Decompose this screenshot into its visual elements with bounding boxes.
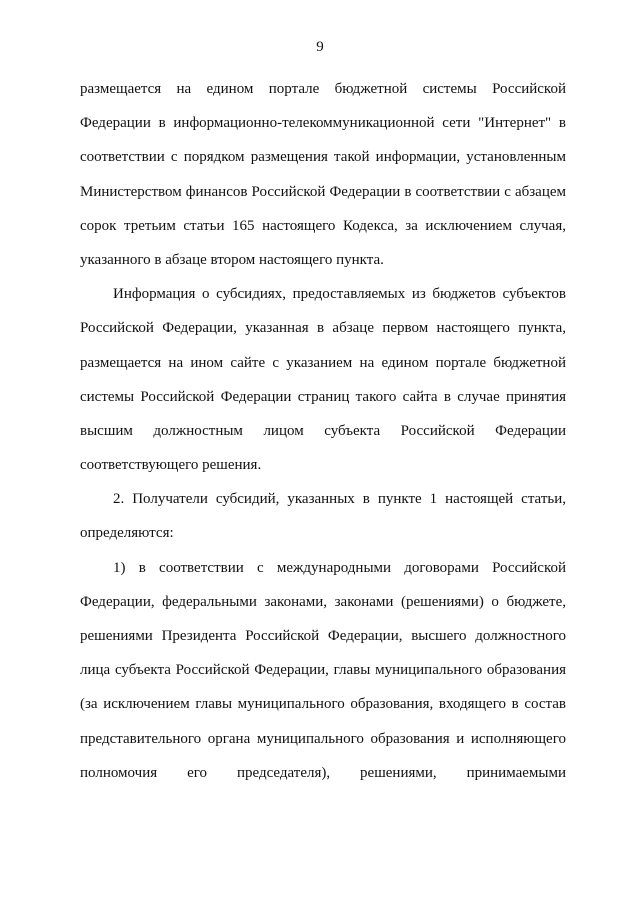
paragraph-1 — [80, 72, 566, 277]
page-number: 9 — [316, 39, 324, 55]
text-line: Федерации, федеральными законами, законами (решениями) о бюджете, — [80, 593, 566, 610]
text-line: Российской Федерации, указанная в абзаце первом настоящего пункта, — [80, 320, 566, 337]
text-line: (за исключением главы муниципального образования, входящего в состав — [80, 696, 566, 713]
text-line: соответствующего решения. — [80, 457, 262, 474]
text-line: 1) в соответствии с международными договорами Российской — [113, 559, 566, 576]
text-line: Министерством финансов Российской Федерации в соответствии с абзацем — [80, 183, 566, 200]
body-text — [80, 72, 566, 790]
text-line: определяются: — [80, 525, 174, 542]
text-line: решениями Президента Российской Федерации, высшего должностного — [80, 628, 566, 644]
paragraph-3 — [80, 482, 566, 550]
text-line: Информация о субсидиях, предоставляемых из бюджетов субъектов — [113, 286, 566, 303]
text-line: размещается на ином сайте с указанием на едином портале бюджетной — [80, 354, 566, 371]
paragraph-2 — [80, 277, 566, 482]
text-line: лица субъекта Российской Федерации, главы муниципального образования — [80, 662, 566, 679]
text-line: представительного органа муниципального образования и исполняющего — [80, 730, 566, 747]
text-line: указанного в абзаце втором настоящего пункта. — [80, 251, 384, 268]
text-line: системы Российской Федерации страниц такого сайта в случае принятия — [80, 388, 566, 405]
text-line: сорок третьим статьи 165 настоящего Кодекса, за исключением случая, — [80, 217, 566, 234]
text-line: размещается на едином портале бюджетной системы Российской — [80, 81, 566, 97]
text-line: соответствии с порядком размещения такой информации, установленным — [80, 149, 566, 166]
paragraph-4 — [80, 551, 566, 790]
text-line: полномочия его председателя), решениями, принимаемыми — [80, 764, 566, 781]
text-line: Федерации в информационно-телекоммуникационной сети "Интернет" в — [80, 115, 566, 132]
text-line: 2. Получатели субсидий, указанных в пункте 1 настоящей статьи, — [113, 491, 566, 508]
text-line: высшим должностным лицом субъекта Российской Федерации — [80, 422, 566, 439]
